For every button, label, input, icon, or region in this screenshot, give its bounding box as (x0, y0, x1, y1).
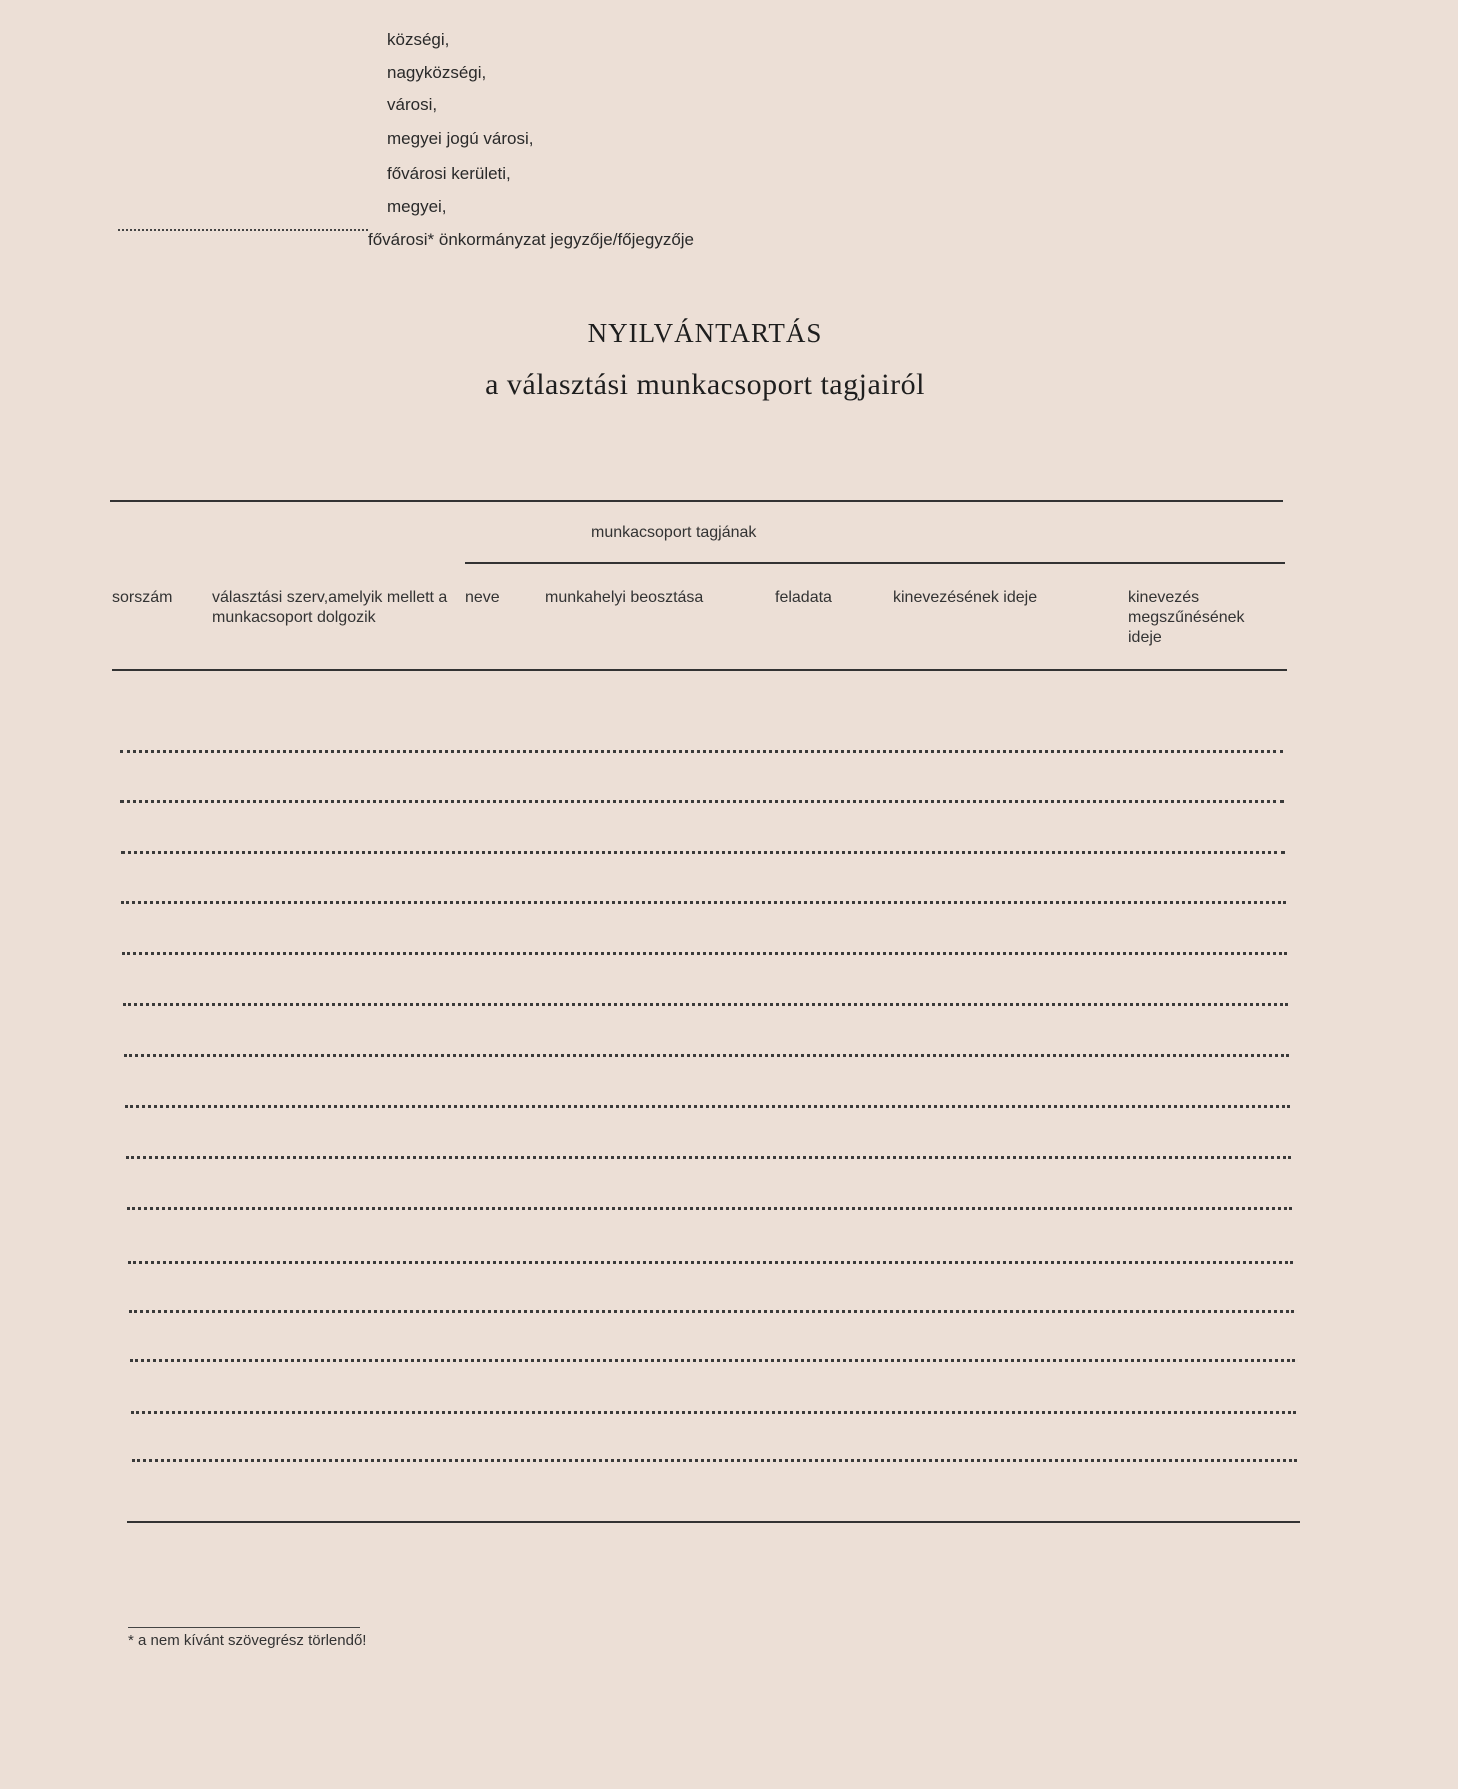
blank-row[interactable] (120, 750, 1283, 753)
authority-name-blank[interactable] (118, 229, 368, 231)
footnote: * a nem kívánt szövegrész törlendő! (128, 1632, 367, 1649)
group-header: munkacsoport tagjának (591, 524, 757, 541)
column-header: választási szerv,amelyik mellett a munkacsoport dolgozik (212, 589, 448, 626)
column-header: neve (465, 589, 500, 606)
column-header: munkahelyi beosztása (545, 589, 704, 606)
footnote-rule (128, 1627, 360, 1628)
blank-row[interactable] (126, 1156, 1291, 1159)
authority-option: fővárosi kerületi, (387, 164, 511, 183)
column-header: feladata (775, 589, 832, 606)
blank-row[interactable] (132, 1459, 1297, 1462)
header-bottom-rule (112, 669, 1287, 671)
authority-option: megyei jogú városi, (387, 129, 534, 148)
blank-row[interactable] (128, 1261, 1293, 1264)
column-header: kinevezésének ideje (893, 589, 1038, 606)
column-header: kinevezés megszűnésének ideje (1128, 589, 1245, 646)
blank-row[interactable] (121, 901, 1286, 904)
table-top-rule (110, 500, 1283, 502)
blank-row[interactable] (129, 1310, 1294, 1313)
page-title: NYILVÁNTARTÁS (587, 318, 823, 348)
authority-last-line: fővárosi* önkormányzat jegyzője/főjegyzője (368, 230, 695, 249)
blank-row[interactable] (130, 1359, 1295, 1362)
blank-row[interactable] (123, 1003, 1288, 1006)
page-subtitle: a választási munkacsoport tagjairól (485, 368, 925, 401)
authority-option: nagyközségi, (387, 63, 487, 82)
blank-row[interactable] (125, 1105, 1290, 1108)
authority-option: községi, (387, 30, 450, 49)
blank-row[interactable] (131, 1411, 1296, 1414)
column-header: sorszám (112, 589, 173, 606)
group-header-rule (465, 562, 1285, 564)
blank-row[interactable] (122, 952, 1287, 955)
table-bottom-rule (127, 1521, 1300, 1523)
blank-row[interactable] (121, 851, 1285, 854)
blank-row[interactable] (124, 1054, 1289, 1057)
authority-option: megyei, (387, 197, 447, 216)
blank-row[interactable] (127, 1207, 1292, 1210)
authority-option: városi, (387, 95, 438, 114)
blank-row[interactable] (120, 800, 1284, 803)
